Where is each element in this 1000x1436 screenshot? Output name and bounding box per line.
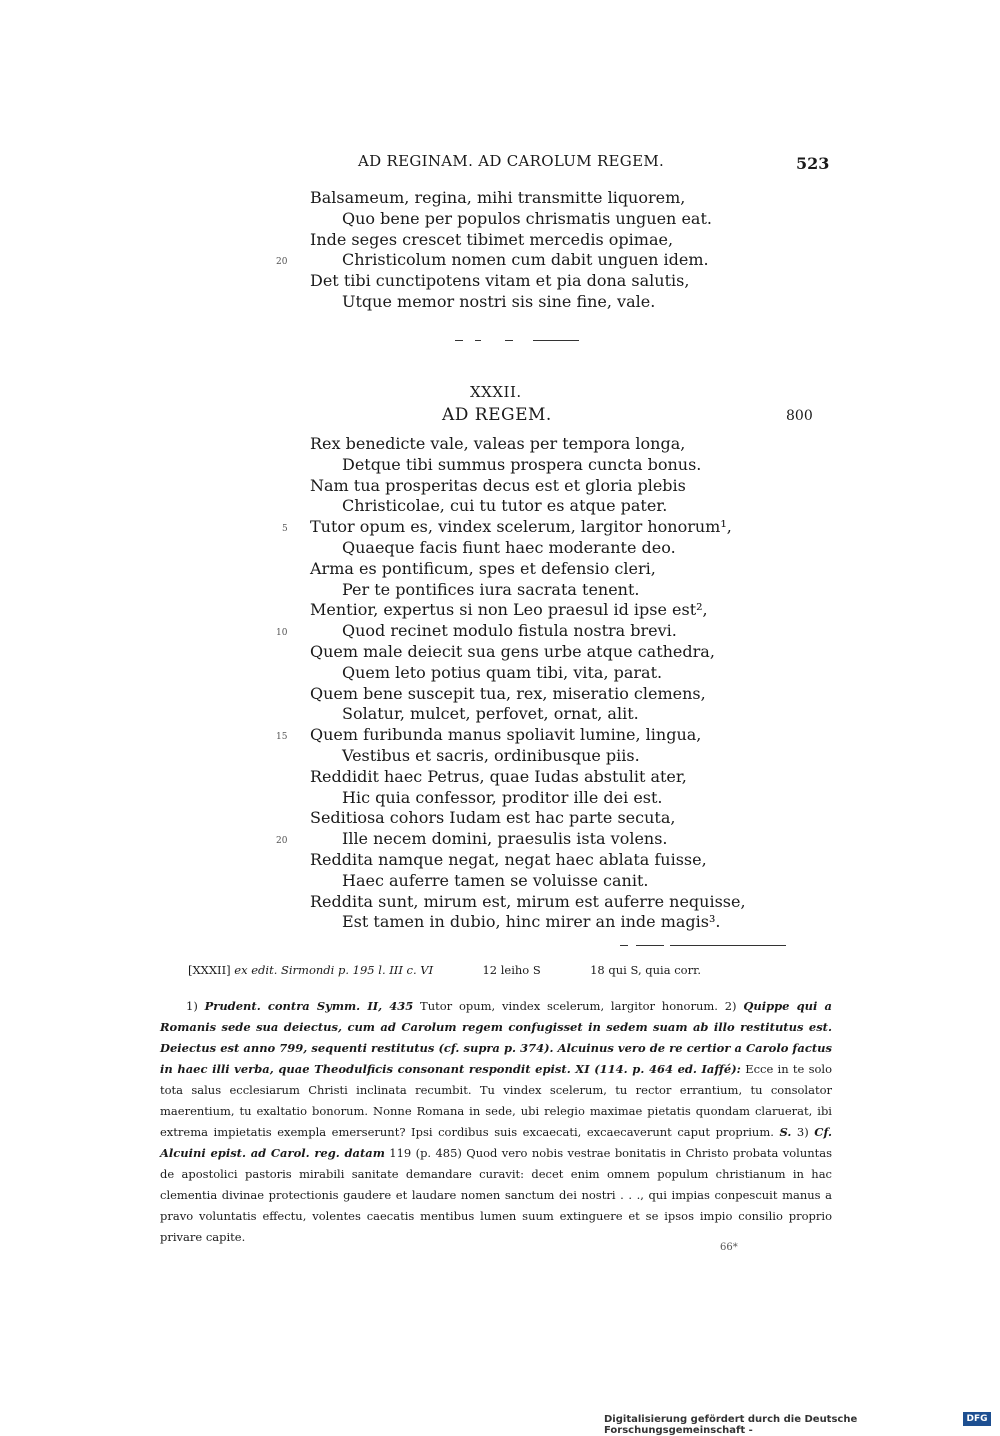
poem-b-line: Reddidit haec Petrus, quae Iudas abstulit ater,	[310, 766, 687, 786]
footnote-source: Prudent. contra Symm. II, 435	[204, 999, 414, 1013]
apparatus-note: 18 qui S, quia corr.	[590, 963, 701, 977]
poem-b-line: Est tamen in dubio, hinc mirer an inde magis³.	[342, 912, 721, 932]
footnote-text: Ecce in te solo tota salus ecclesiarum Christi inclinata recumbit. Tu vindex scelerum, tu rector errantium, tu consolator maerentium, tu exaltatio bonorum. Nonne Romana in sede, ubi relegio maximae pietatis quondam claruerat, ibi extrema impietatis exempla emerserunt? Ipsi cordibus suis excaecati, excaecaverunt caput proprium.	[160, 1062, 833, 1139]
footnote-text: Tutor opum, vindex scelerum, largitor honorum.	[420, 999, 718, 1013]
poem-b-line: Quaeque facis fiunt haec moderante deo.	[342, 537, 676, 557]
poem-b-line: Reddita sunt, mirum est, mirum est auferre nequisse,	[310, 891, 746, 911]
footnote-marker: 1)	[186, 999, 198, 1013]
poem-b	[310, 434, 746, 933]
poem-b-line: Ille necem domini, praesulis ista volens.	[342, 829, 668, 849]
poem-a-line: Christicolum nomen cum dabit unguen idem.	[342, 250, 709, 270]
line-number: 20	[276, 257, 288, 267]
section-year: 800	[786, 408, 813, 424]
poem-b-line: Quem furibunda manus spoliavit lumine, lingua,	[310, 725, 702, 745]
line-number: 15	[276, 732, 288, 742]
poem-b-line: Seditiosa cohors Iudam est hac parte secuta,	[310, 808, 676, 828]
footnote-ref: 119 (p. 485)	[389, 1146, 462, 1160]
poem-b-line: Arma es pontificum, spes et defensio cleri,	[310, 558, 656, 578]
poem-a-line: Utque memor nostri sis sine fine, vale.	[342, 291, 656, 311]
poem-b-line: Solatur, mulcet, perfovet, ornat, alit.	[342, 704, 639, 724]
apparatus-siglum: [XXXII]	[188, 963, 231, 977]
poem-b-line: Quem bene suscepit tua, rex, miseratio clemens,	[310, 683, 706, 703]
line-number: 20	[276, 836, 288, 846]
critical-apparatus	[188, 963, 701, 977]
section-number: XXXII.	[470, 383, 522, 401]
poem-a-line: Balsameum, regina, mihi transmitte liquorem,	[310, 188, 686, 207]
footnote-italic: Quippe qui a Romanis sede sua deiectus, cum ad Carolum regem confugisset in sedem suam ab illo restitutus est. Deiectus est anno 799, sequenti restitutus (cf. supra p. 374). Alcuinus vero de re certior a Carolo factus in haec illi verba, quae Theodulficis consonant respondit epist. XI (114. p. 464 ed. Iaffé):	[160, 999, 832, 1076]
printer-signature: 66*	[720, 1242, 738, 1253]
footnote-italic: S.	[779, 1125, 792, 1139]
line-number: 5	[282, 524, 288, 534]
poem-b-line: Quem leto potius quam tibi, vita, parat.	[342, 662, 663, 682]
page-header	[0, 152, 1000, 176]
dfg-logo-icon: DFG	[963, 1412, 991, 1426]
footnote-text: Quod vero nobis vestrae bonitatis in Christo probata voluntas de apostolici pastoris mirabili sanitate demandare curavit: decet enim omnem populum christianum in hac clementia divinae protectionis gaudere et laudare nomen sanctum dei nostri . . ., qui impias conpescuit manus a pravo voluntatis effectu, volentes caecatis mentibus lumen suum extinguere et se ipsos impio consilio proprio privare capite.	[160, 1146, 833, 1244]
footnote-italic: Cf. Alcuini epist. ad Carol. reg. datam	[160, 1125, 832, 1160]
poem-b-line: Quod recinet modulo fistula nostra brevi.	[342, 621, 677, 641]
apparatus-separator	[620, 945, 786, 946]
section-separator	[455, 340, 580, 341]
poem-b-line: Detque tibi summus prospera cuncta bonus.	[342, 454, 702, 474]
poem-b-line: Tutor opum es, vindex scelerum, largitor honorum¹,	[310, 517, 732, 537]
apparatus-note: 12 leiho S	[482, 963, 541, 977]
poem-b-line: Mentior, expertus si non Leo praesul id ipse est²,	[310, 600, 708, 620]
poem-b-line: Rex benedicte vale, valeas per tempora longa,	[310, 434, 686, 453]
running-head: AD REGINAM. AD CAROLUM REGEM.	[358, 152, 665, 170]
poem-b-line: Nam tua prosperitas decus est et gloria plebis	[310, 475, 686, 495]
poem-b-line: Quem male deiecit sua gens urbe atque cathedra,	[310, 641, 715, 661]
footnotes	[160, 996, 832, 1248]
poem-a-line: Det tibi cunctipotens vitam et pia dona salutis,	[310, 271, 690, 291]
poem-b-line: Per te pontifices iura sacrata tenent.	[342, 579, 640, 599]
page-number: 523	[796, 154, 830, 173]
poem-b-line: Christicolae, cui tu tutor es atque pater.	[342, 496, 668, 516]
digitization-credit: Digitalisierung gefördert durch die Deutsche Forschungsgemeinschaft -	[604, 1414, 858, 1436]
poem-b-line: Hic quia confessor, proditor ille dei est.	[342, 787, 663, 807]
poem-b-line: Vestibus et sacris, ordinibusque piis.	[342, 745, 640, 765]
poem-a	[310, 188, 712, 313]
footnote-marker: 2)	[724, 999, 737, 1013]
poem-a-line: Inde seges crescet tibimet mercedis opimae,	[310, 229, 674, 249]
line-number: 10	[276, 628, 288, 638]
apparatus-source: ex edit. Sirmondi p. 195 l. III c. VI	[234, 963, 434, 977]
poem-b-line: Haec auferre tamen se voluisse canit.	[342, 870, 649, 890]
section-title: AD REGEM.	[442, 405, 552, 425]
footnote-marker: 3)	[796, 1125, 809, 1139]
poem-a-line: Quo bene per populos chrismatis unguen eat.	[342, 208, 712, 228]
poem-b-line: Reddita namque negat, negat haec ablata fuisse,	[310, 849, 707, 869]
